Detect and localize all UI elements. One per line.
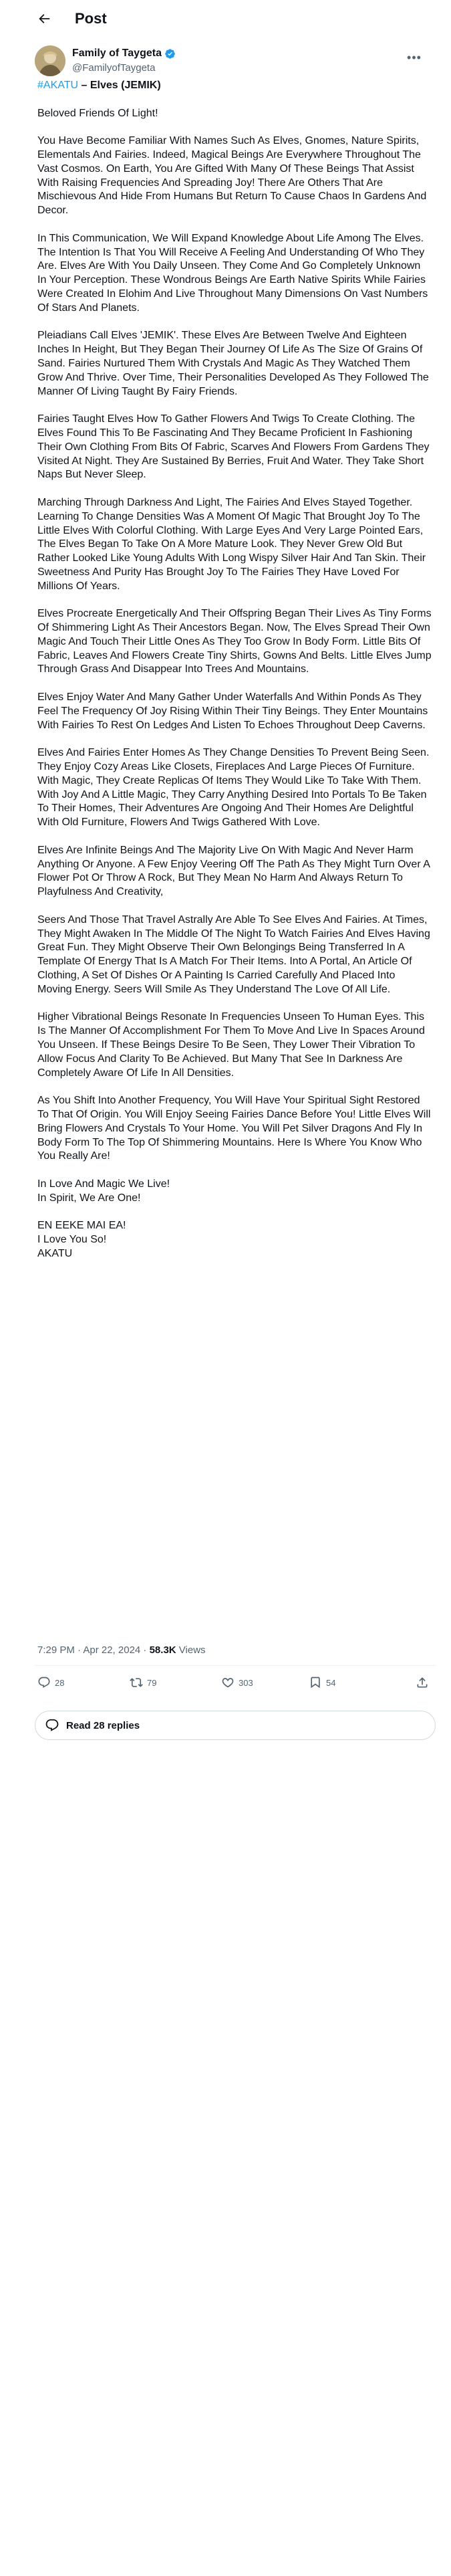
author-row xyxy=(35,45,422,78)
author-name-row[interactable] xyxy=(72,47,176,60)
back-button[interactable] xyxy=(35,9,53,28)
paragraph: Elves Enjoy Water And Many Gather Under Waterfalls And Within Ponds As They Feel The Frequency Of Joy Rising Within Their Tiny Beings. They Enter Mountains With Fairies To Rest On Ledges And Listen To Echoes Throughout Deep Caverns. xyxy=(37,691,428,731)
reply-icon xyxy=(37,1676,51,1689)
more-options-button[interactable] xyxy=(406,49,422,66)
views-label: Views xyxy=(176,1644,206,1656)
bookmark-count: 54 xyxy=(326,1677,336,1688)
paragraph: Elves And Fairies Enter Homes As They Change Densities To Prevent Being Seen. They Enjoy Cozy Areas Like Closets, Fireplaces And Large Pieces Of Furniture. With Magic, They Create Replicas Of Items They Would Like To Take With Them. With Joy And A Little Magic, They Carry Anything Desired Into Portals To Be Taken To Their Homes, Their Adventures Are Ongoing And Their Homes Are Delightful With Old Furniture, Flowers And Twigs Gathered With Love. xyxy=(37,747,430,829)
like-count: 303 xyxy=(239,1677,253,1688)
share-button[interactable] xyxy=(416,1673,429,1692)
heart-icon xyxy=(221,1676,235,1689)
paragraph: Elves Are Infinite Beings And The Majority Live On With Magic And Never Harm Anything Or Anyone. A Few Enjoy Veering Off The Path As They Might Turn Over A Flower Pot Or Throw A Rock, But They Mean No Harm And Always Return To Playfulness And Creativity, xyxy=(37,844,430,898)
closing-line: In Spirit, We Are One! xyxy=(37,1192,141,1204)
bookmark-button[interactable] xyxy=(309,1673,335,1692)
closing-line: AKATU xyxy=(37,1247,73,1259)
timestamp[interactable]: 7:29 PM · Apr 22, 2024 · xyxy=(37,1644,150,1656)
author-handle[interactable]: @FamilyofTaygeta xyxy=(72,62,156,74)
author-name[interactable]: Family of Taygeta xyxy=(72,47,162,59)
repost-icon xyxy=(130,1676,143,1689)
views-count: 58.3K xyxy=(149,1644,176,1656)
paragraph: Pleiadians Call Elves 'JEMIK'. These Elves Are Between Twelve And Eighteen Inches In Height, But They Began Their Journey Of Life As The Size Of Grains Of Sand. Fairies Nurtured Them With Crystals And Magic As They Watched Them Grow And Thrive. Over Time, Their Personalities Developed As They Followed The Manner Of Living Taught By Fairy Friends. xyxy=(37,330,429,397)
action-bar xyxy=(37,1673,432,1692)
read-replies-button[interactable] xyxy=(35,1711,436,1740)
tweet-text xyxy=(37,79,432,1261)
avatar[interactable] xyxy=(35,45,65,76)
top-bar xyxy=(0,0,451,37)
divider xyxy=(35,1665,436,1666)
reply-button[interactable] xyxy=(37,1673,64,1692)
tweet-title-text: – Elves (JEMIK) xyxy=(78,80,161,91)
tweet-meta xyxy=(37,1644,206,1657)
read-replies-label: Read 28 replies xyxy=(66,1719,140,1731)
reply-bubble-icon xyxy=(45,1718,59,1733)
paragraph: Marching Through Darkness And Light, The Fairies And Elves Stayed Together. Learning To Change Densities Was A Moment Of Magic That Brought Joy To The Little Elves With Colorful Clothing. With Large Eyes And Very Large Pointed Ears, The Elves Began To Take On A More Mature Look. They Never Grew Old But Rather Looked Like Young Adults With Long Wispy Silver Hair And Tan Skin. Their Sweetness And Purity Has Brought Joy To The Fairies They Have Loved For Millions Of Years. xyxy=(37,496,426,592)
paragraph: Beloved Friends Of Light! xyxy=(37,107,158,119)
closing-line: I Love You So! xyxy=(37,1234,107,1246)
avatar-image-icon xyxy=(35,45,65,76)
bookmark-icon xyxy=(309,1676,322,1689)
closing-line: In Love And Magic We Live! xyxy=(37,1178,170,1190)
more-dots-icon: ••• xyxy=(407,50,422,64)
verified-badge-icon xyxy=(164,48,176,60)
like-button[interactable] xyxy=(221,1673,253,1692)
paragraph: You Have Become Familiar With Names Such As Elves, Gnomes, Nature Spirits, Elementals And Fairies. Indeed, Magical Beings Are Everywhere Throughout The Vast Cosmos. On Earth, You Are Gifted With Many Of These Beings That Assist With Raising Frequencies And Spreading Joy! There Are Others That Are Mischievous And Hide From Humans But Return To Cause Chaos In Gardens And Decor. xyxy=(37,135,427,217)
hashtag-link[interactable]: #AKATU xyxy=(37,80,79,91)
page-title: Post xyxy=(75,10,107,27)
paragraph: As You Shift Into Another Frequency, You Will Have Your Spiritual Sight Restored To That Of Origin. You Will Enjoy Seeing Fairies Dance Before You! Little Elves Will Bring Flowers And Crystals To Your Home. You Will Pet Silver Dragons And Fly In Body Form To The Top Of Shimmering Mountains. Here Is Where You Know Who You Really Are! xyxy=(37,1095,431,1162)
share-icon xyxy=(416,1676,429,1689)
paragraph: In This Communication, We Will Expand Knowledge About Life Among The Elves. The Intention Is That You Will Receive A Feeling And Understanding Of Who They Are. Elves Are With You Daily Unseen. They Come And Go Completely Unknown In Your Perception. These Wondrous Beings Are Earth Native Spirits While Fairies Were Created In Elohim And Live Throughout Many Dimensions On Vast Numbers Of Stars And Planets. xyxy=(37,232,428,314)
tweet-title xyxy=(37,79,432,93)
repost-count: 79 xyxy=(147,1677,157,1688)
paragraph: Fairies Taught Elves How To Gather Flowers And Twigs To Create Clothing. The Elves Found This To Be Fascinating And They Became Proficient In Fashioning Their Own Clothing From Bits Of Fabric, Scarves And Flowers From Gardens They Visited At Night. They Are Sustained By Berries, Fruit And Water. They Take Short Naps But Never Sleep. xyxy=(37,413,430,481)
paragraph: Seers And Those That Travel Astrally Are Able To See Elves And Fairies. At Times, They Might Awaken In The Middle Of The Night To Watch Fairies And Elves Having Great Fun. They Might Observe Their Own Belongings Being Transferred In A Template Of Energy That Is A Match For Their Items. Into A Portal, An Article Of Clothing, A Set Of Dishes Or A Painting Is Carried Carefully And Placed Into Moving Energy. Seers Will Smile As They Understand The Love Of All Life. xyxy=(37,914,430,995)
paragraph: Higher Vibrational Beings Resonate In Frequencies Unseen To Human Eyes. This Is The Manner Of Accomplishment For Them To Move And Live In Spaces Around You Unseen. If These Beings Desire To Be Seen, They Lower Their Vibration To Allow Focus And Clarity To Be Achieved. But Many That See In Darkness Are Completely Aware Of Life In All Densities. xyxy=(37,1011,425,1079)
paragraph: Elves Procreate Energetically And Their Offspring Began Their Lives As Tiny Forms Of Shimmering Light As Their Ancestors Began. Now, The Elves Spread Their Own Magic And Touch Their Little Ones As They Too Grow In Body Form. Little Bits Of Fabric, Leaves And Flowers Create Tiny Shirts, Gowns And Belts. Little Elves Jump Through Grass And Disappear Into Trees And Mountains. xyxy=(37,608,432,675)
arrow-left-icon xyxy=(37,11,51,26)
closing-line: EN EEKE MAI EA! xyxy=(37,1220,126,1232)
repost-button[interactable] xyxy=(130,1673,156,1692)
reply-count: 28 xyxy=(55,1677,65,1688)
